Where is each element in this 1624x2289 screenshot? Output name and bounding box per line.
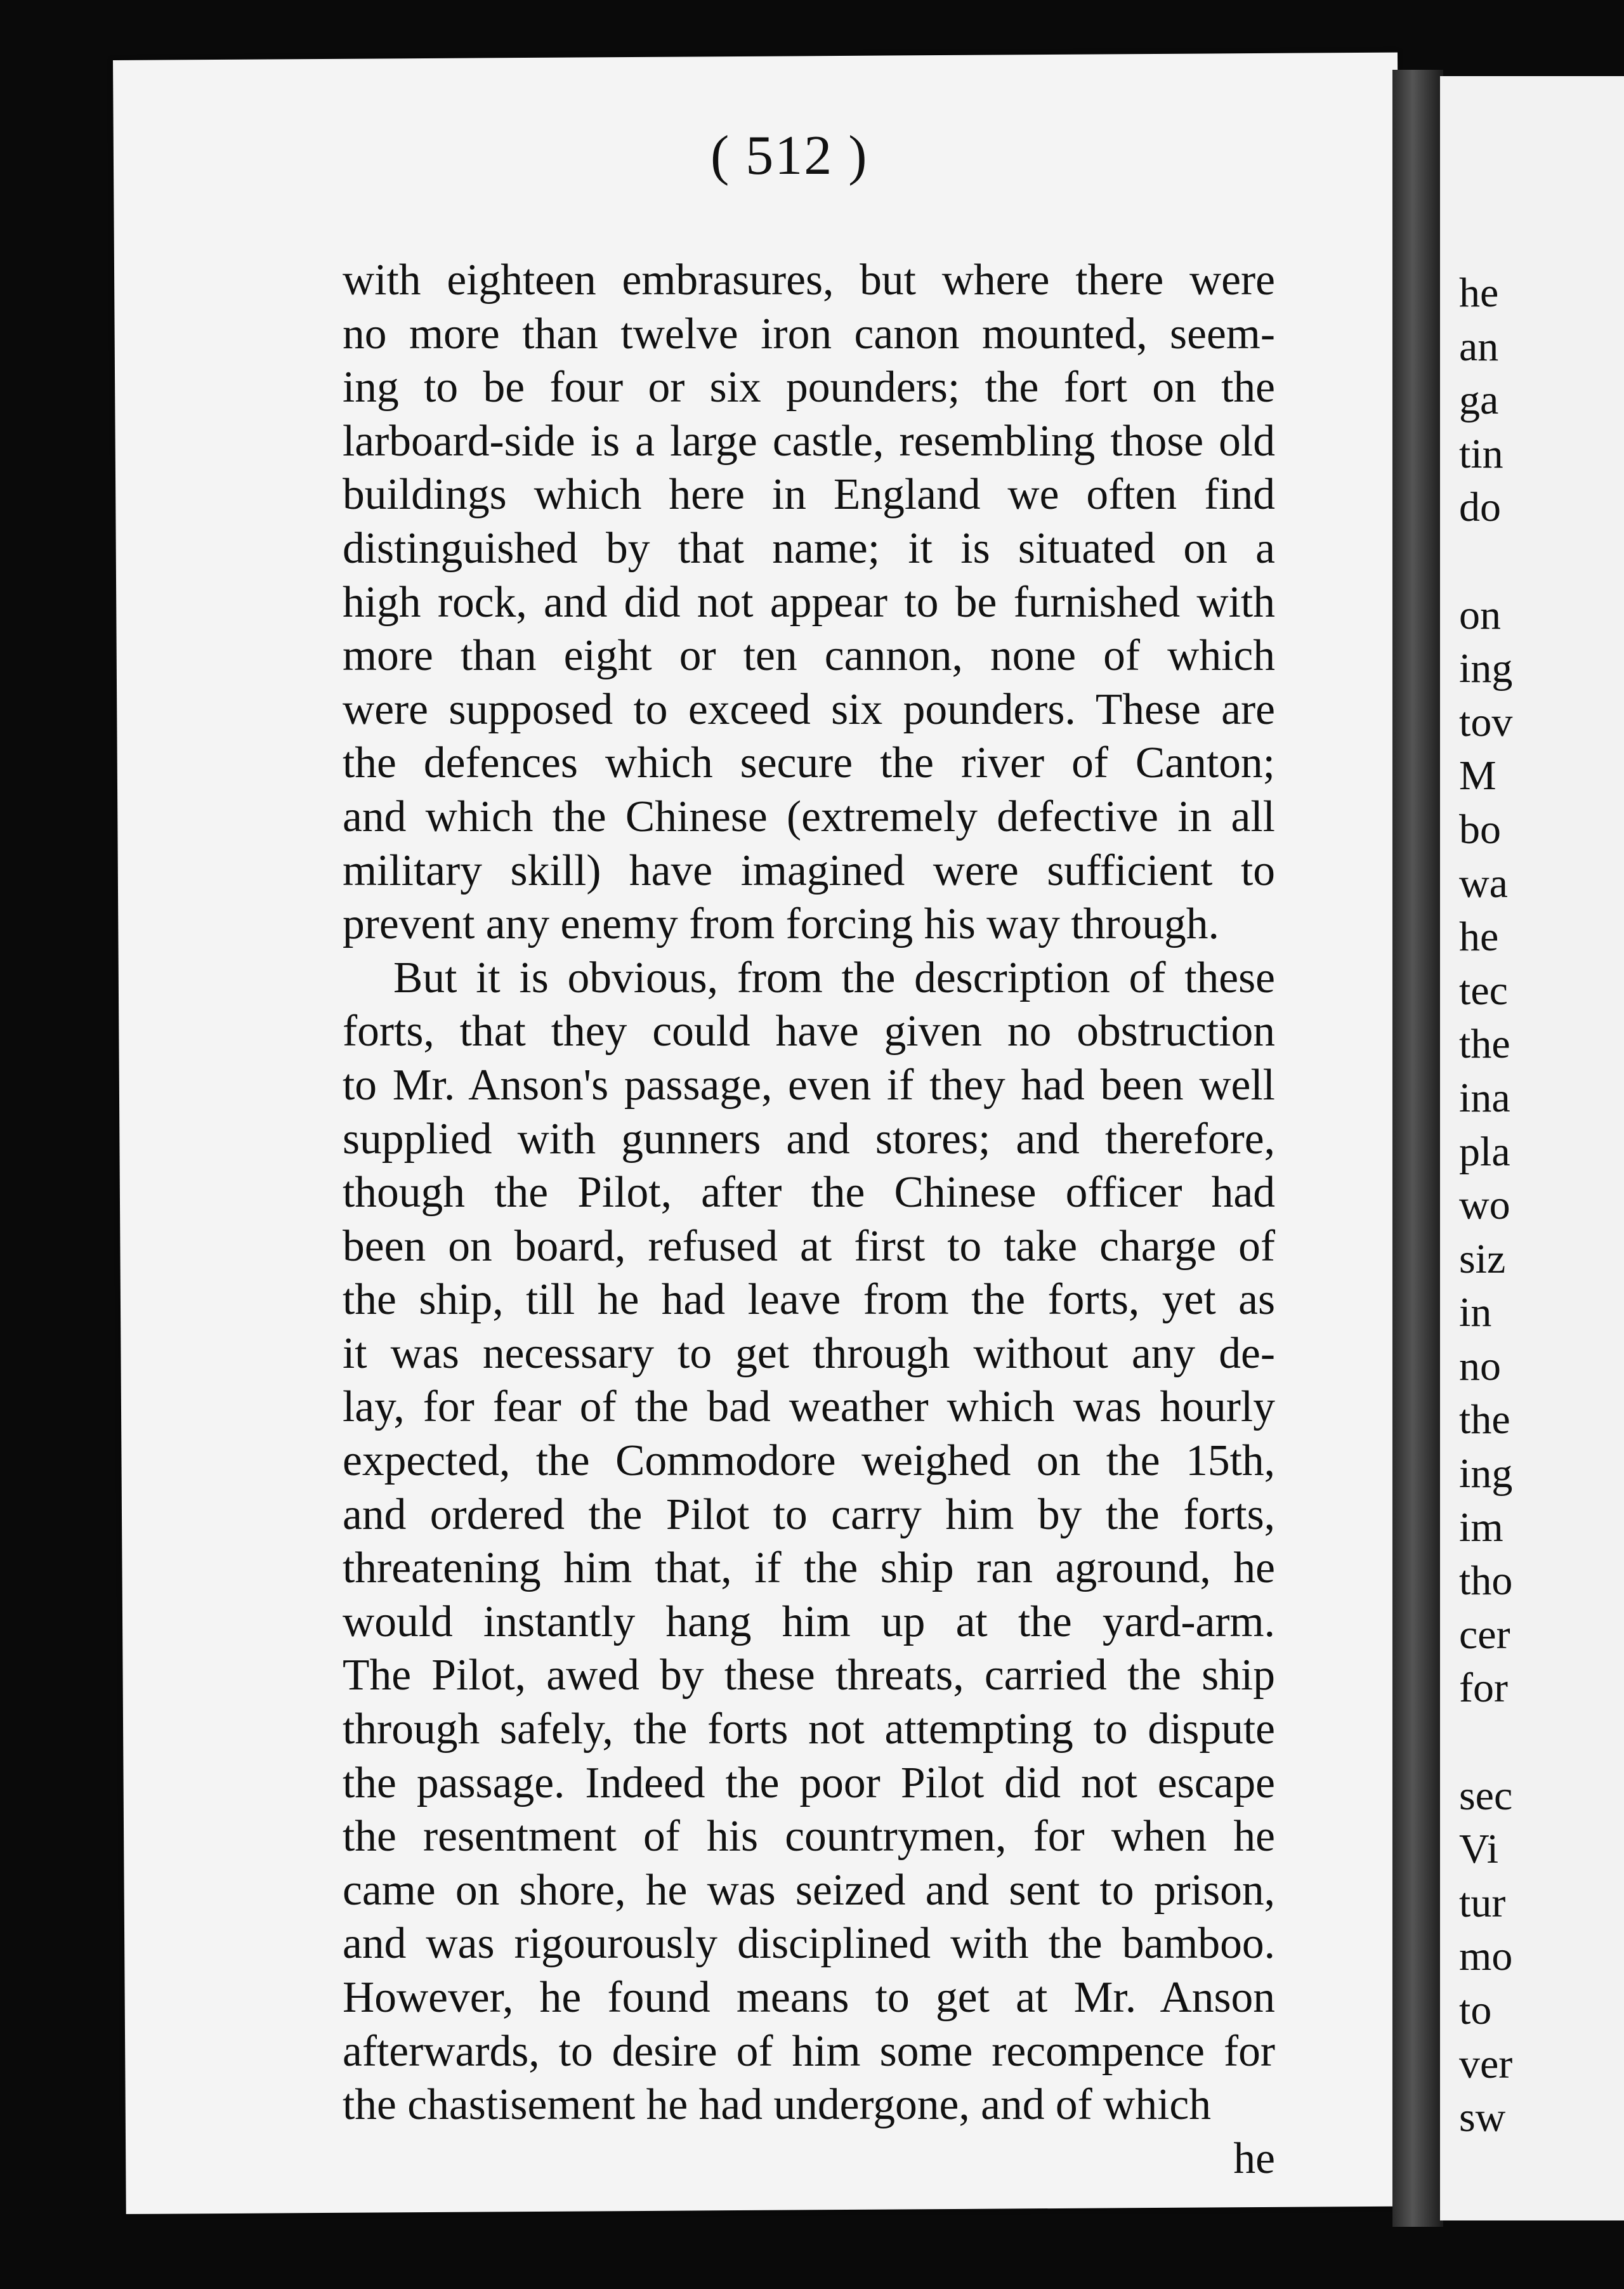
text-line: and was rigourously disciplined with the bamboo. xyxy=(343,1919,1275,1969)
facing-page-line-fragment: wa xyxy=(1459,860,1508,907)
facing-page-line-fragment: an xyxy=(1459,323,1499,370)
text-line: and ordered the Pilot to carry him by the forts, xyxy=(343,1490,1275,1539)
text-line: would instantly hang him up at the yard-arm. xyxy=(343,1597,1275,1646)
text-line: came on shore, he was seized and sent to prison, xyxy=(343,1865,1275,1915)
facing-page-line-fragment: mo xyxy=(1459,1933,1513,1980)
text-line: buildings which here in England we often find xyxy=(343,470,1275,520)
facing-page-line-fragment: ing xyxy=(1459,645,1513,692)
facing-page-line-fragment: ina xyxy=(1459,1074,1510,1121)
text-line: But it is obvious, from the description of these xyxy=(393,953,1275,1002)
text-line: The Pilot, awed by these threats, carried the ship xyxy=(343,1651,1275,1700)
facing-page-line-fragment: Vi xyxy=(1459,1826,1499,1873)
facing-page-line-fragment: pla xyxy=(1459,1128,1510,1175)
page-number: ( 512 ) xyxy=(710,125,868,187)
facing-page-line-fragment: the xyxy=(1459,1021,1510,1068)
facing-page-line-fragment: tov xyxy=(1459,699,1513,745)
text-line: lay, for fear of the bad weather which was hourly xyxy=(343,1382,1275,1432)
text-line: and which the Chinese (extremely defective in all xyxy=(343,792,1275,841)
facing-page-line-fragment: no xyxy=(1459,1342,1501,1389)
text-line: through safely, the forts not attempting to dispute xyxy=(343,1705,1275,1754)
facing-page-line-fragment: tur xyxy=(1459,1879,1506,1926)
facing-page-line-fragment: ver xyxy=(1459,2040,1513,2087)
facing-page-line-fragment: wo xyxy=(1459,1182,1510,1229)
facing-page-line-fragment: ga xyxy=(1459,377,1499,424)
page-body-text xyxy=(343,254,1275,2186)
text-line: to Mr. Anson's passage, even if they had been well xyxy=(343,1060,1275,1110)
facing-page-line-fragment: to xyxy=(1459,1987,1492,2033)
facing-page-line-fragment: the xyxy=(1459,1396,1510,1443)
facing-page-line-fragment: do xyxy=(1459,484,1501,531)
text-line: However, he found means to get at Mr. Anson xyxy=(343,1973,1275,2022)
text-line: larboard-side is a large castle, resembling those old xyxy=(343,416,1275,466)
book-page-right xyxy=(1440,76,1624,2220)
text-line: threatening him that, if the ship ran aground, he xyxy=(343,1544,1275,1593)
text-line: afterwards, to desire of him some recompence for xyxy=(343,2026,1275,2076)
facing-page-line-fragment: ing xyxy=(1459,1450,1513,1497)
facing-page-text xyxy=(1459,266,1512,2145)
text-line: distinguished by that name; it is situated on a xyxy=(343,523,1275,573)
text-line: the defences which secure the river of Canton; xyxy=(343,738,1275,788)
text-line: the ship, till he had leave from the forts, yet as xyxy=(343,1275,1275,1325)
facing-page-line-fragment xyxy=(1459,1715,1512,1769)
facing-page-line-fragment: sw xyxy=(1459,2094,1506,2141)
book-gutter xyxy=(1392,70,1443,2227)
text-line: with eighteen embrasures, but where there were xyxy=(343,256,1275,305)
facing-page-line-fragment: bo xyxy=(1459,806,1501,853)
facing-page-line-fragment: sec xyxy=(1459,1772,1513,1819)
text-line: more than eight or ten cannon, none of which xyxy=(343,631,1275,681)
facing-page-line-fragment: M xyxy=(1459,752,1496,799)
facing-page-line-fragment: he xyxy=(1459,270,1499,316)
facing-page-line-fragment: for xyxy=(1459,1665,1508,1712)
facing-page-line-fragment: on xyxy=(1459,591,1501,638)
facing-page-line-fragment: cer xyxy=(1459,1611,1510,1658)
text-line: ing to be four or six pounders; the fort on the xyxy=(343,363,1275,412)
text-line: though the Pilot, after the Chinese officer had xyxy=(343,1168,1275,1217)
facing-page-line-fragment: tho xyxy=(1459,1558,1513,1604)
catchword: he xyxy=(1233,2134,1275,2183)
text-line: been on board, refused at first to take charge of xyxy=(343,1221,1275,1271)
text-line: forts, that they could have given no obstruction xyxy=(343,1007,1275,1056)
text-line: military skill) have imagined were sufficient to xyxy=(343,846,1275,895)
facing-page-line-fragment: he xyxy=(1459,914,1499,961)
text-line: were supposed to exceed six pounders. These are xyxy=(343,685,1275,734)
text-line: the passage. Indeed the poor Pilot did not escape xyxy=(343,1758,1275,1807)
facing-page-line-fragment: im xyxy=(1459,1504,1503,1551)
text-line: it was necessary to get through without any de- xyxy=(343,1328,1275,1378)
text-line: supplied with gunners and stores; and therefore, xyxy=(343,1114,1275,1164)
text-line: no more than twelve iron canon mounted, seem- xyxy=(343,309,1275,358)
facing-page-line-fragment: tec xyxy=(1459,967,1508,1014)
text-line: the chastisement he had undergone, and of which xyxy=(343,2080,1211,2130)
text-line: high rock, and did not appear to be furnished with xyxy=(343,577,1275,627)
facing-page-line-fragment: tin xyxy=(1459,430,1503,477)
text-line: prevent any enemy from forcing his way through. xyxy=(343,900,1219,949)
text-line: expected, the Commodore weighed on the 15th, xyxy=(343,1436,1275,1486)
facing-page-line-fragment xyxy=(1459,535,1512,589)
facing-page-line-fragment: siz xyxy=(1459,1235,1506,1282)
facing-page-line-fragment: in xyxy=(1459,1289,1492,1336)
text-line: the resentment of his countrymen, for when he xyxy=(343,1812,1275,1861)
